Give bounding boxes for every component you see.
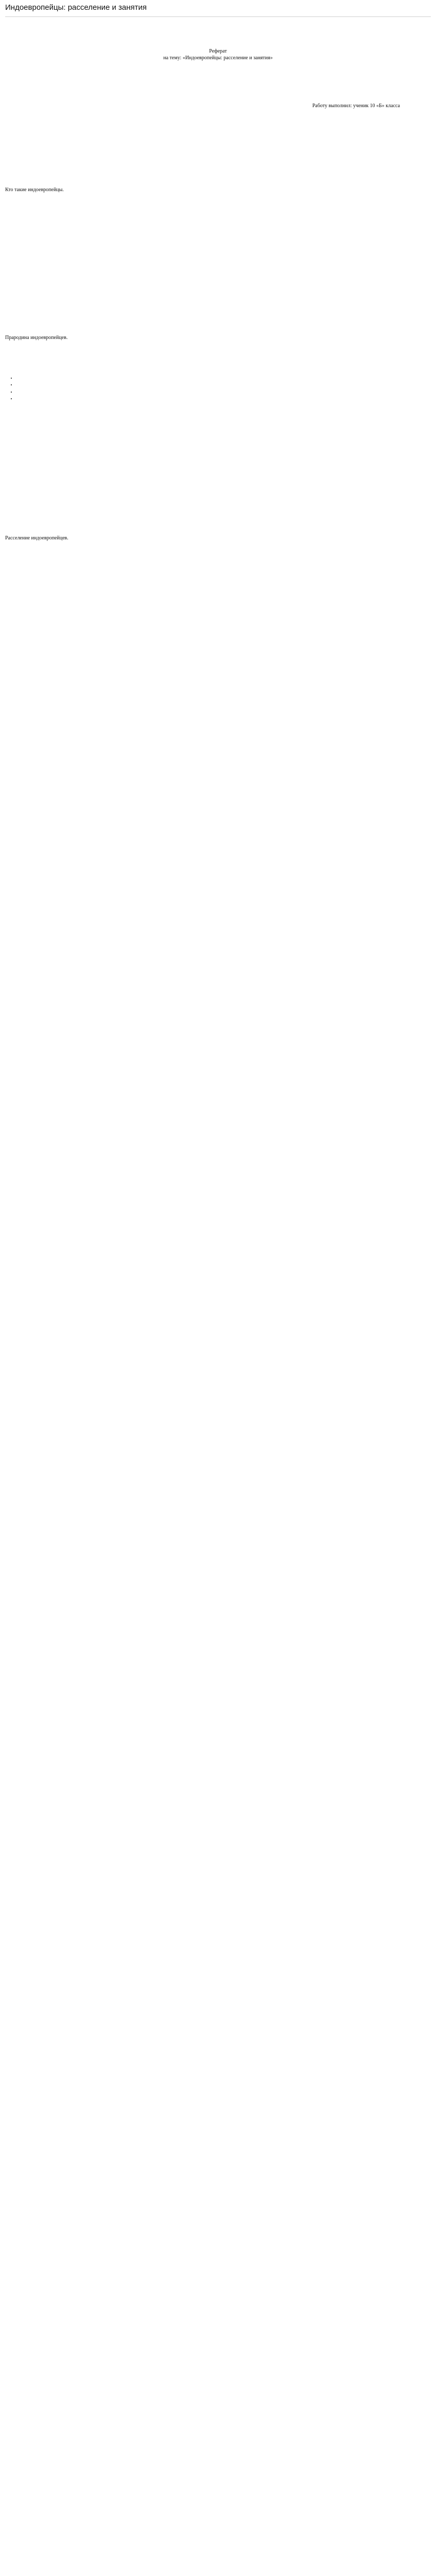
section-1-body bbox=[5, 196, 431, 303]
paragraph bbox=[5, 482, 431, 488]
paragraph bbox=[5, 367, 431, 374]
section-3-body bbox=[5, 545, 431, 620]
author-line-1: Работу выполнил: ученик 10 «Б» класса bbox=[312, 103, 400, 109]
paragraph bbox=[5, 435, 431, 442]
header-divider bbox=[5, 16, 431, 17]
paragraph bbox=[5, 545, 431, 551]
paragraph bbox=[5, 459, 431, 465]
title-block bbox=[5, 48, 431, 61]
title-subject: на тему: «Индоевропейцы: расселение и занятия» bbox=[163, 55, 273, 61]
paragraph bbox=[5, 227, 431, 233]
section-2 bbox=[5, 334, 431, 503]
paragraph bbox=[5, 575, 431, 582]
paragraph bbox=[5, 614, 431, 620]
paragraph bbox=[5, 552, 431, 558]
paragraph bbox=[5, 219, 431, 226]
paragraph bbox=[5, 451, 431, 457]
paragraph bbox=[5, 344, 431, 350]
section-gap bbox=[5, 304, 431, 325]
list-item bbox=[16, 389, 431, 395]
paragraph bbox=[5, 466, 431, 472]
section-gap bbox=[5, 505, 431, 526]
paragraph bbox=[5, 489, 431, 496]
paragraph bbox=[5, 352, 431, 358]
section-heading: Кто такие индоевропейцы. bbox=[5, 187, 64, 193]
paragraph bbox=[5, 428, 431, 434]
list-item bbox=[16, 396, 431, 402]
paragraph bbox=[5, 360, 431, 366]
section-heading: Прародина индоевропейцев. bbox=[5, 335, 68, 341]
section-1 bbox=[5, 187, 431, 303]
title-label: Реферат bbox=[209, 48, 227, 54]
paragraph bbox=[5, 404, 431, 411]
paragraph bbox=[5, 196, 431, 202]
paragraph bbox=[5, 560, 431, 566]
paragraph bbox=[5, 443, 431, 449]
paragraph bbox=[5, 474, 431, 480]
paragraph bbox=[5, 606, 431, 613]
paragraph bbox=[5, 289, 431, 295]
section-2-body bbox=[5, 344, 431, 503]
paragraph bbox=[5, 204, 431, 210]
paragraph bbox=[5, 281, 431, 287]
paragraph bbox=[5, 568, 431, 574]
paragraph bbox=[5, 235, 431, 241]
paragraph bbox=[5, 274, 431, 280]
paragraph bbox=[5, 412, 431, 418]
list-item bbox=[16, 382, 431, 388]
paragraph bbox=[5, 591, 431, 597]
paragraph bbox=[5, 297, 431, 303]
section-3 bbox=[5, 535, 431, 620]
paragraph bbox=[5, 599, 431, 605]
paragraph bbox=[5, 497, 431, 503]
list-item bbox=[16, 375, 431, 381]
paragraph bbox=[5, 266, 431, 272]
author-block bbox=[5, 103, 431, 109]
bullet-list bbox=[5, 375, 431, 402]
page-title: Индоевропейцы: расселение и занятия bbox=[5, 3, 147, 12]
paragraph bbox=[5, 258, 431, 264]
paragraph bbox=[5, 583, 431, 589]
paragraph bbox=[5, 243, 431, 249]
paragraph bbox=[5, 250, 431, 257]
paragraph bbox=[5, 420, 431, 426]
paragraph bbox=[5, 212, 431, 218]
section-heading: Расселение индоевропейцев. bbox=[5, 535, 68, 541]
